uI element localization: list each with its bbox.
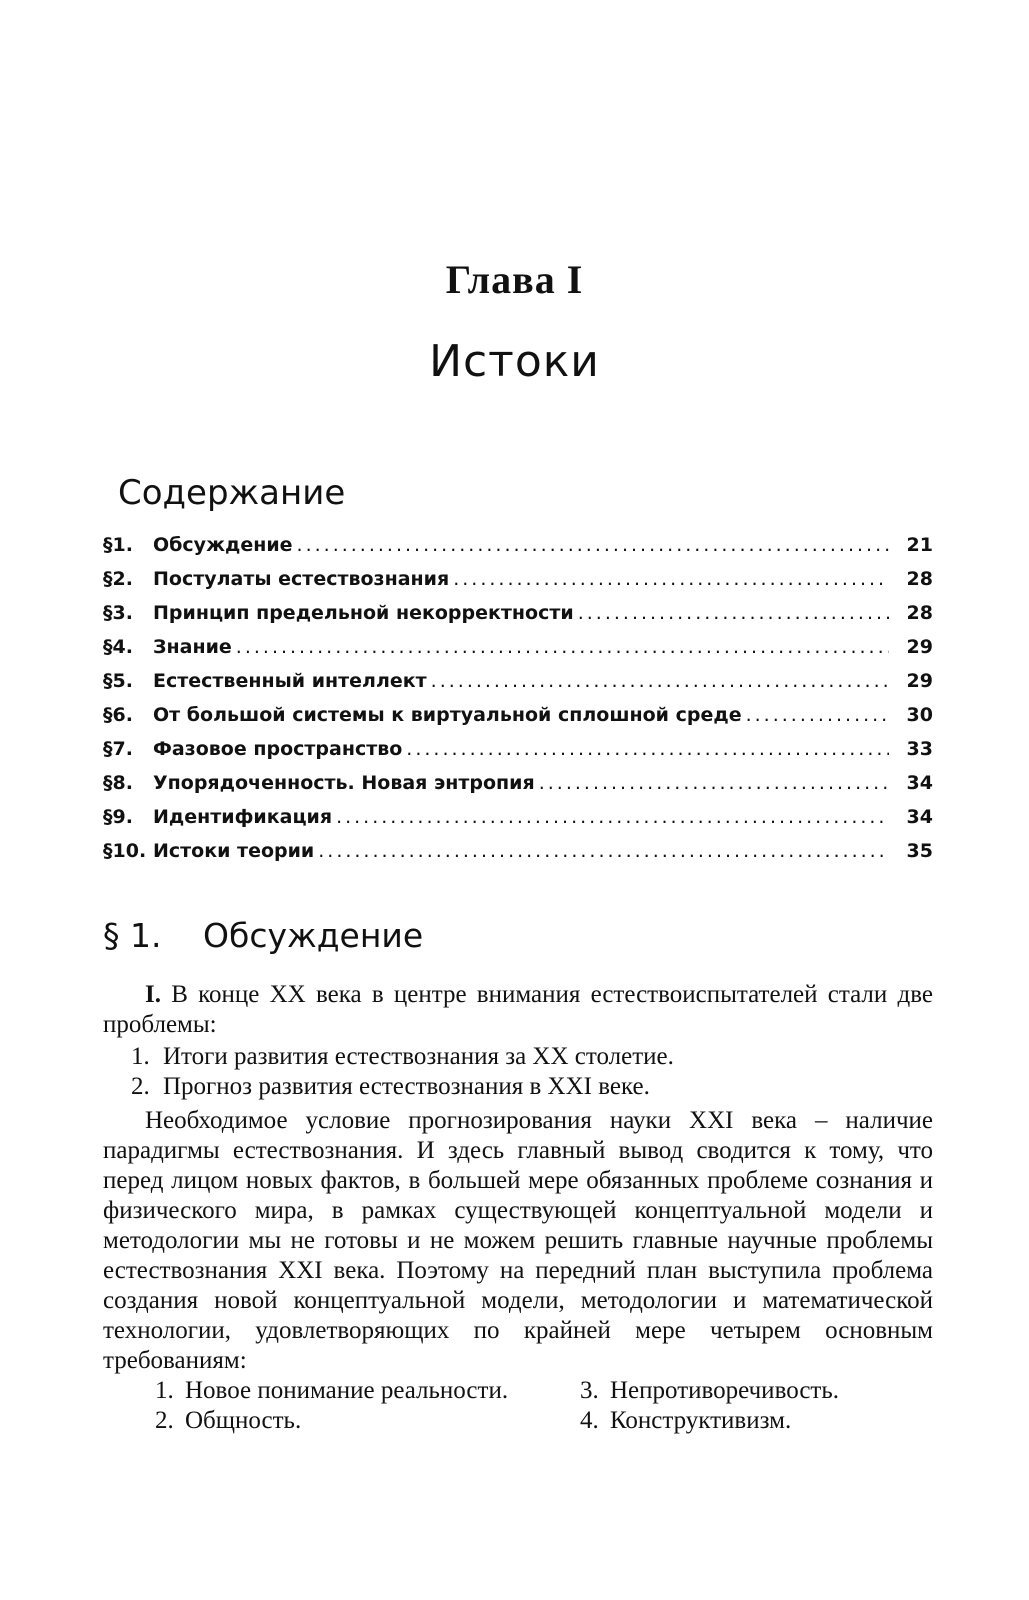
toc-entry-number: §4. [103,636,133,658]
toc-entry-title: Упорядоченность. Новая энтропия [153,772,535,794]
toc-leader-dots [539,772,889,794]
toc-entry-number: §9. [103,806,133,828]
paragraph-intro [103,980,933,1040]
toc-entry-title: Постулаты естествознания [153,568,450,590]
section-number: § 1. [103,916,162,955]
toc-entry-page: 35 [906,840,933,862]
toc-leader-dots [406,738,889,760]
toc-entry-6[interactable] [103,704,933,738]
toc-entry-5[interactable] [103,670,933,704]
toc-entry-page: 29 [906,670,933,692]
toc-entry-page: 29 [906,636,933,658]
toc-leader-dots [453,568,889,590]
toc-entry-3[interactable] [103,602,933,636]
list-item [155,1406,580,1436]
list-item [155,1376,580,1406]
toc-entry-title: Истоки теории [153,840,315,862]
toc-entry-7[interactable] [103,738,933,772]
toc-entry-2[interactable] [103,568,933,602]
toc-leader-dots [431,670,889,692]
toc-entry-number: §3. [103,602,133,624]
list-item-number: 1. [155,1377,174,1404]
toc-entry-9[interactable] [103,806,933,840]
toc-entry-title: Естественный интеллект [153,670,427,692]
toc-entry-page: 34 [906,772,933,794]
toc-entry-8[interactable] [103,772,933,806]
toc-entry-number: §6. [103,704,133,726]
list-item-text: Новое понимание реальности. [185,1377,509,1404]
toc-leader-dots [578,602,889,624]
toc-entry-page: 21 [906,534,933,556]
list-item-number: 3. [580,1377,599,1404]
list-item-text: Общность. [185,1407,302,1434]
toc-entry-title: Идентификация [153,806,333,828]
paragraph-intro-text: В конце XX века в центре внимания естествоиспытателей стали две проблемы: [103,981,933,1038]
toc-entry-number: §2. [103,568,133,590]
list-item-text: Прогноз развития естествознания в XXI веке. [163,1073,650,1100]
table-of-contents [103,534,933,874]
requirements-list [155,1376,915,1436]
toc-entry-number: §8. [103,772,133,794]
list-item-number: 2. [131,1073,150,1100]
toc-entry-title: От большой системы к виртуальной сплошной среде [153,704,742,726]
problems-list [131,1042,674,1102]
list-item-number: 2. [155,1407,174,1434]
list-item-number: 1. [131,1043,150,1070]
toc-entry-number: §5. [103,670,133,692]
contents-heading: Содержание [118,473,346,513]
toc-entry-number: §10. [103,840,147,862]
toc-entry-number: §1. [103,534,133,556]
list-item-number: 4. [580,1407,599,1434]
toc-leader-dots [336,806,889,828]
toc-entry-title: Знание [153,636,232,658]
toc-entry-1[interactable] [103,534,933,568]
section-heading [103,916,423,955]
list-item [580,1406,915,1436]
chapter-title: Истоки [429,336,600,387]
list-item-text: Конструктивизм. [610,1407,792,1434]
toc-entry-number: §7. [103,738,133,760]
list-item [131,1042,674,1072]
toc-leader-dots [236,636,889,658]
toc-entry-page: 28 [906,568,933,590]
toc-entry-page: 28 [906,602,933,624]
toc-entry-page: 33 [906,738,933,760]
toc-entry-4[interactable] [103,636,933,670]
section-title: Обсуждение [203,916,424,955]
list-item-text: Непротиворечивость. [610,1377,839,1404]
toc-entry-page: 30 [906,704,933,726]
toc-entry-title: Принцип предельной некорректности [153,602,574,624]
toc-entry-page: 34 [906,806,933,828]
paragraph-lead-marker: I. [145,981,161,1008]
toc-entry-title: Обсуждение [153,534,293,556]
toc-leader-dots [746,704,889,726]
toc-leader-dots [297,534,889,556]
toc-entry-title: Фазовое пространство [153,738,403,760]
toc-entry-10[interactable] [103,840,933,874]
chapter-label: Глава I [445,257,584,302]
paragraph-main: Необходимое условие прогнозирования науки XXI века – наличие парадигмы естествознания. И здесь главный вывод сводится к тому, что перед лицом новых фактов, в большей мере обязанных проблеме сознания и физического мира, в рамках существующей концептуальной модели и методологии мы не готовы и не можем решить главные научные проблемы естествознания XXI века. Поэтому на передний план выступила проблема создания новой концептуальной модели, методологии и математической технологии, удовлетворяющих по крайней мере четырем основным требованиям: [103,1107,933,1374]
list-item [580,1376,915,1406]
list-item-text: Итоги развития естествознания за XX столетие. [163,1043,674,1070]
toc-leader-dots [318,840,889,862]
list-item [131,1072,674,1102]
